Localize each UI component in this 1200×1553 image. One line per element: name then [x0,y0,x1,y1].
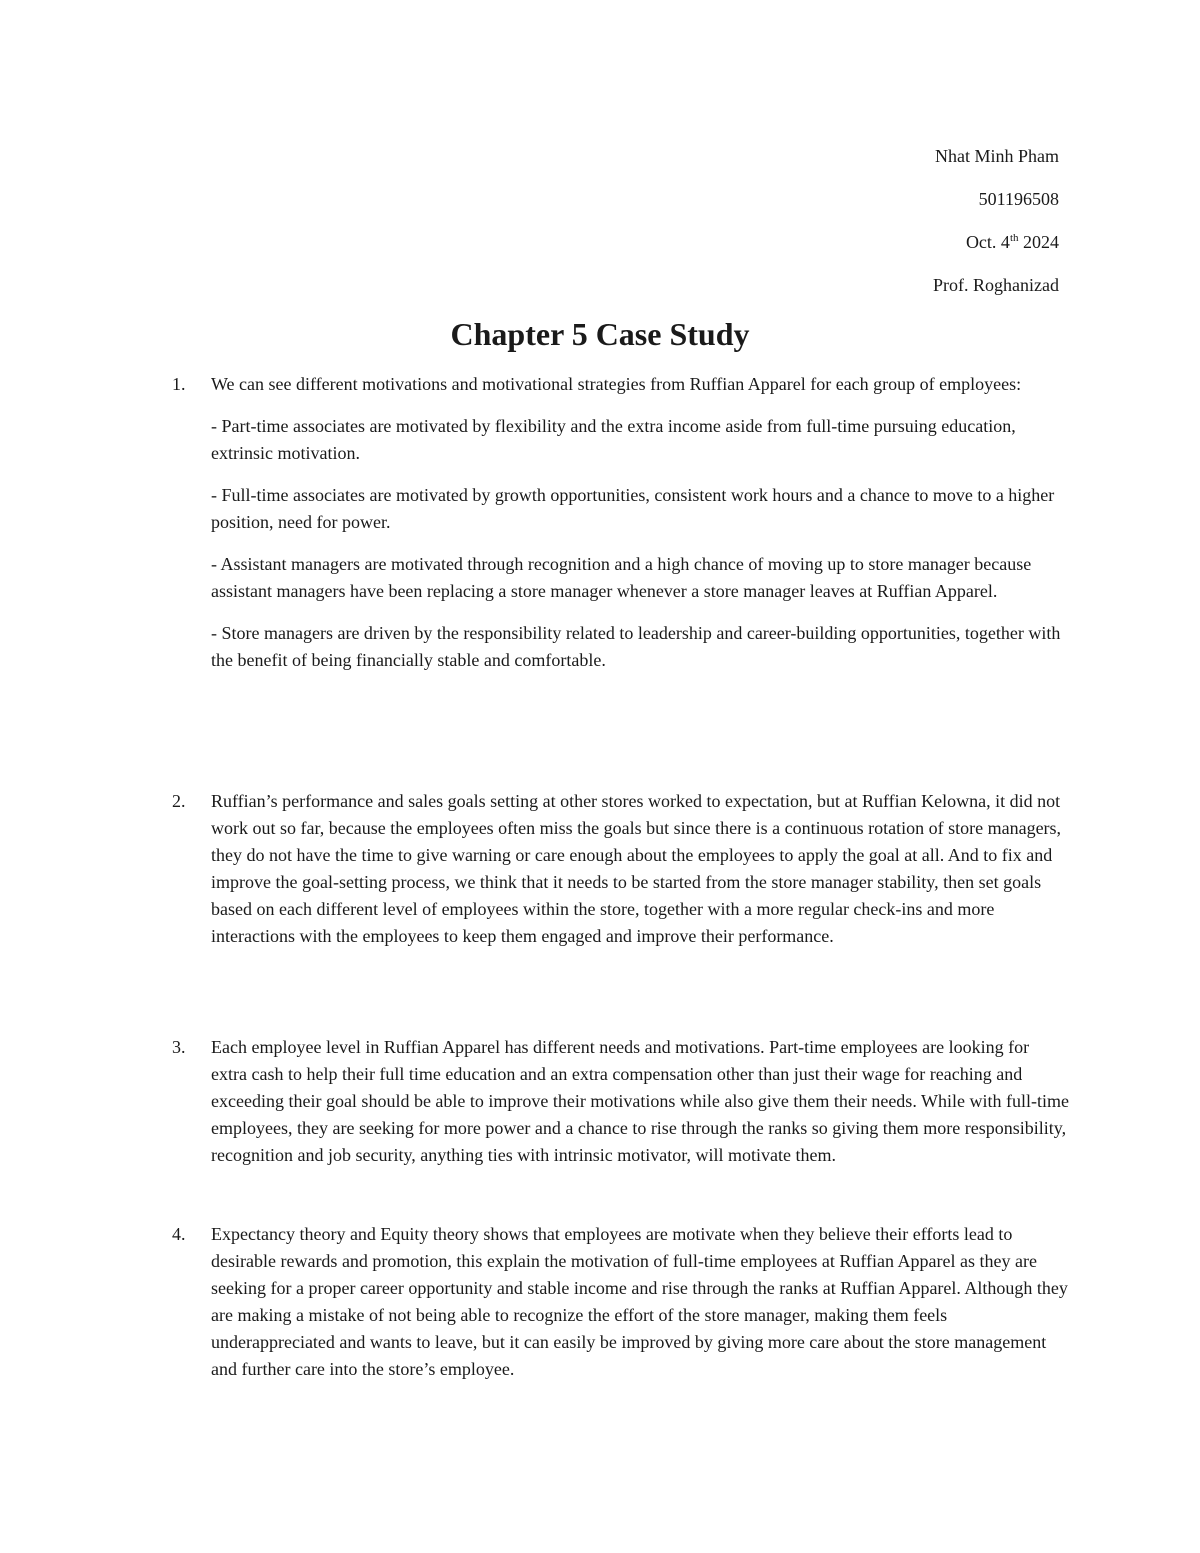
author-name: Nhat Minh Pham [935,146,1059,166]
student-id: 501196508 [978,189,1059,209]
answer-text: Expectancy theory and Equity theory shows that employees are motivate when they believe their efforts lead to desirable rewards and promotion, this explain the motivation of full-time employees at Ruffian Apparel as they are seeking for a proper career opportunity and stable income and rise through the ranks at Ruffian Apparel. Although they are making a mistake of not being able to recognize the effort of the store manager, making them feels underappreciated and wants to leave, but it can easily be improved by giving more care about the store management and further care into the store’s employee. [211,1224,1068,1379]
author-header [933,142,1059,314]
date-prefix: Oct. 4 [965,232,1010,252]
submission-date [933,228,1059,256]
document-title: Chapter 5 Case Study [450,316,750,352]
question-body [211,788,1069,965]
question-number: 2. [172,791,186,811]
question-number: 3. [172,1037,186,1057]
question-intro: We can see different motivations and motivational strategies from Ruffian Apparel for each group of employees: [211,374,1022,394]
motivation-point-part-time: - Part-time associates are motivated by flexibility and the extra income aside from full-time pursuing education, extrinsic motivation. [211,416,1016,463]
question-body [211,1034,1069,1184]
answer-text: Ruffian’s performance and sales goals setting at other stores worked to expectation, but at Ruffian Kelowna, it did not work out so far, because the employees often miss the goals but since there is a continuous rotation of store managers, they do not have the time to give warning or care enough about the employees to apply the goal at all. And to fix and improve the goal-setting process, we think that it needs to be started from the store manager stability, then set goals based on each different level of employees within the store, together with a more regular check-ins and more interactions with the employees to keep them engaged and improve their performance. [211,791,1062,946]
question-body [211,1221,1069,1398]
motivation-point-full-time: - Full-time associates are motivated by growth opportunities, consistent work hours and a chance to move to a higher position, need for power. [211,485,1055,532]
question-number: 4. [172,1224,186,1244]
answer-text: Each employee level in Ruffian Apparel has different needs and motivations. Part-time employees are looking for extra cash to help their full time education and an extra compensation other than just their wage for reaching and exceeding their goal should be able to improve their motivations while also give them their needs. While with full-time employees, they are seeking for more power and a chance to rise through the ranks so giving them more responsibility, recognition and job security, anything ties with intrinsic motivator, will motivate them. [211,1037,1069,1165]
date-superscript: th [1009,232,1019,244]
question-body [211,371,1069,689]
motivation-point-assistant-managers: - Assistant managers are motivated through recognition and a high chance of moving up to store manager because assistant managers have been replacing a store manager whenever a store manager leaves at Ruffian Apparel. [211,554,1032,601]
date-year: 2024 [1018,232,1059,252]
professor-name: Prof. Roghanizad [933,275,1059,295]
motivation-point-store-managers: - Store managers are driven by the responsibility related to leadership and career-building opportunities, together with the benefit of being financially stable and comfortable. [211,623,1061,670]
question-number: 1. [172,374,186,394]
